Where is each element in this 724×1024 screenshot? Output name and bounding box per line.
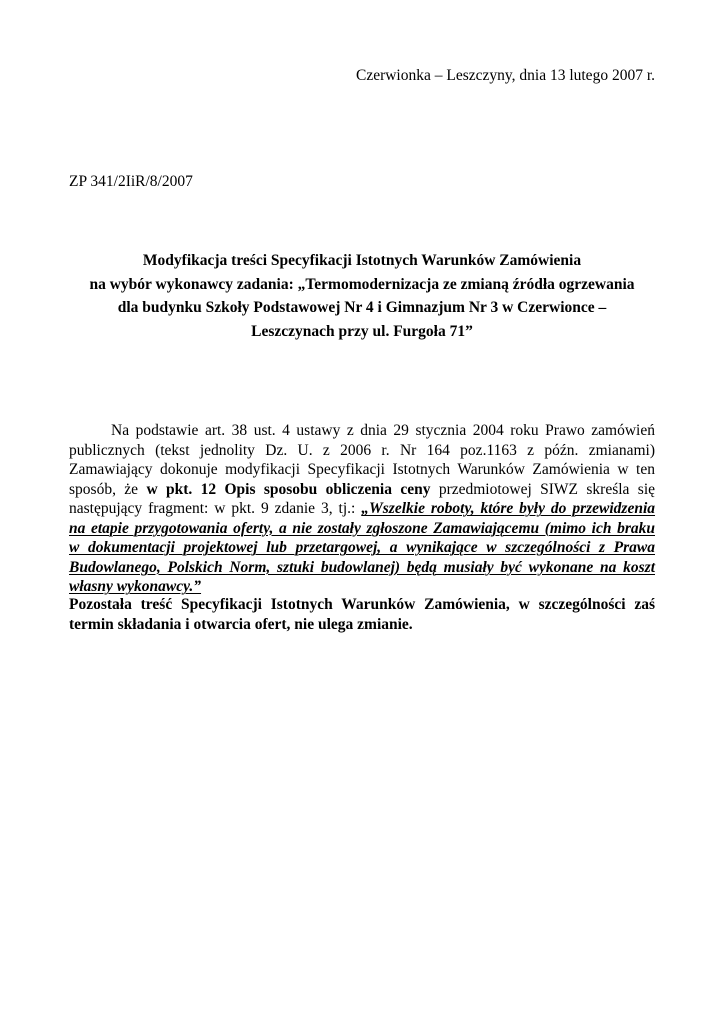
title-line: Modyfikacja treści Specyfikacji Istotnych Warunków Zamówienia: [142, 252, 582, 269]
body-line: Na podstawie art. 38 ust. 4 ustawy z dnia 29 stycznia 2004 roku Prawo zamówień: [111, 422, 655, 439]
quoted-fragment: „Wszelkie roboty, które były do przewidzenia: [361, 500, 656, 517]
closing-line: termin składania i otwarcia ofert, nie ulega zmianie.: [69, 616, 413, 633]
quoted-fragment-line: własny wykonawcy.”: [69, 578, 202, 595]
body-text: następujący fragment: w pkt. 9 zdanie 3, tj.:: [69, 500, 362, 517]
document-title: [69, 249, 655, 343]
body-line: Zamawiający dokonuje modyfikacji Specyfikacji Istotnych Warunków Zamówienia w ten: [69, 461, 655, 478]
body-text: sposób, że: [69, 480, 147, 498]
closing-line: Pozostała treść Specyfikacji Istotnych Warunków Zamówienia, w szczególności zaś: [69, 596, 655, 613]
section-reference: w pkt. 12 Opis sposobu obliczenia ceny: [146, 480, 431, 498]
title-line: Leszczynach przy ul. Furgoła 71”: [251, 322, 473, 340]
body-line: publicznych (tekst jednolity Dz. U. z 2006 r. Nr 164 poz.1163 z późn. zmianami): [69, 441, 655, 459]
date-line: Czerwionka – Leszczyny, dnia 13 lutego 2007 r.: [355, 67, 655, 84]
body-text: przedmiotowej SIWZ skreśla się: [430, 480, 656, 498]
quoted-fragment-line: na etapie przygotowania oferty, a nie zostały zgłoszone Zamawiającemu (mimo ich braku: [69, 519, 655, 537]
body-line: [69, 480, 655, 500]
quoted-fragment-line: Budowlanego, Polskich Norm, sztuki budowlanej) będą musiały być wykonane na koszt: [69, 558, 655, 576]
closing-paragraph: [69, 595, 655, 635]
quoted-fragment-line: w dokumentacji projektowej lub przetargowej, a wynikające w szczególności z Prawa: [69, 539, 655, 556]
reference-number: ZP 341/2IiR/8/2007: [69, 173, 193, 190]
title-line: dla budynku Szkoły Podstawowej Nr 4 i Gimnazjum Nr 3 w Czerwionce –: [117, 299, 607, 316]
body-paragraph: [69, 421, 655, 597]
title-line: na wybór wykonawcy zadania: „Termomodernizacja ze zmianą źródła ogrzewania: [89, 275, 635, 293]
body-line: [69, 499, 655, 519]
